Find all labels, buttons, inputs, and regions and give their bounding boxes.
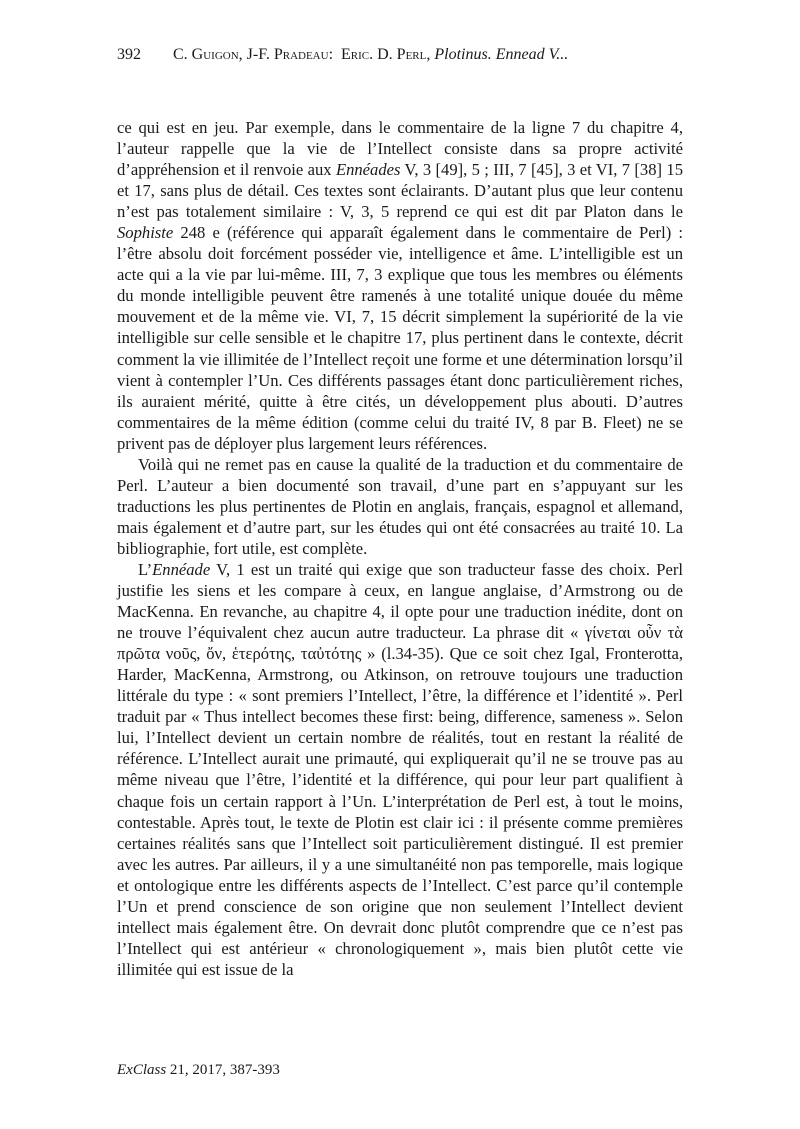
page-footer: [117, 1060, 280, 1080]
running-head: [117, 45, 687, 65]
text-run: V, 3 [49], 5 ; III, 7 [45], 3 et VI, 7 [38] 15 et 17, sans plus de détail. Ces textes sont éclairants. D’autant plus que leur contenu n’est pas totalement similaire : V, 3, 5 reprend ce qui est dit par Platon dans le: [117, 160, 683, 222]
paragraph-1: [117, 117, 683, 454]
italic-title-enneades: Ennéades: [335, 160, 401, 180]
paragraph-3: [117, 559, 683, 980]
reviewed-book-title: Plotinus. Ennead V...: [434, 46, 569, 63]
text-run: L’: [138, 559, 153, 579]
paragraph-2: Voilà qui ne remet pas en cause la qualité de la traduction et du commentaire de Perl. L’auteur a bien documenté son travail, d’une part en s’appuyant sur les traductions les plus pertinentes de Plotin en anglais, français, espagnol et allemand, mais également et d’autre part, sur les études qui ont été consacrées au traité 10. La bibliographie, fort utile, est complète.: [117, 454, 683, 558]
page-number: 392: [117, 46, 141, 63]
italic-title-enneade: Ennéade: [152, 559, 211, 579]
journal-citation: 21, 2017, 387-393: [166, 1062, 280, 1078]
text-run: ce qui est en jeu. Par exemple, dans le commentaire de la ligne 7 du chapitre 4, l’auteur rappelle que la vie de l’Intellect consiste dans sa propre activité d’appréhension et il renvoie aux: [117, 118, 683, 180]
text-run: V, 1 est un traité qui exige que son traducteur fasse des choix. Perl justifie les siens et les compare à ceux, en langue anglaise, d’Armstrong ou de MacKenna. En revanche, au chapitre 4, il opte pour une traduction inédite, dont on ne trouve l’équivalent chez aucun autre traducteur. La phrase dit « γίνεται οὖν τὰ πρῶτα νοῦς, ὄν, ἑτερότης, ταὐτότης » (l.34-35). Que ce soit chez Igal, Fronterotta, Harder, MacKenna, Armstrong, ou Atkinson, on retrouve toujours une traduction littérale du type : « sont premiers l’Intellect, l’être, la différence et l’identité ». Perl traduit par « Thus intellect becomes these first: being, difference, sameness ». Selon lui, l’Intellect devient un certain nombre de réalités, tout en restant la réalité de référence. L’Intellect aurait une primauté, qui expliquerait qu’il ne se trouve pas au même niveau que l’être, l’identité et la différence, qui pour leur part qualifient à chaque fois un certain rapport à l’Un. L’interprétation de Perl est, à tout le moins, contestable. Après tout, le texte de Plotin est clair ici : il présente comme premières certaines réalités sans que l’Intellect soit particulièrement distingué. Il est premier avec les autres. Par ailleurs, il y a une simultanéité non pas temporelle, mais logique et ontologique entre les différents aspects de l’Intellect. C’est parce qu’il contemple l’Un et prend conscience de son origine que non seulement l’Intellect devient intellect mais également être. On devrait donc plutôt comprendre que ce n’est pas l’Intellect qui est antérieur « chronologiquement », mais bien plutôt cette vie illimitée qui est issue de la: [117, 559, 683, 979]
article-body: [117, 117, 683, 980]
review-authors: C. Guigon, J-F. Pradeau:: [173, 46, 334, 63]
reviewed-book-author: Eric. D. Perl,: [341, 46, 431, 63]
italic-title-sophiste: Sophiste: [117, 223, 174, 243]
text-run: 248 e (référence qui apparaît également dans le commentaire de Perl) : l’être absolu doit forcément posséder vie, intelligence et âme. L’intelligible est un acte qui a la vie par lui-même. III, 7, 3 explique que tous les membres ou éléments du monde intelligible peuvent être ramenés à une totalité unique douée du même mouvement et de la même vie. VI, 7, 15 décrit simplement la supériorité de la vie intelligible sur celle sensible et le chapitre 17, plus pertinent dans le contexte, décrit comment la vie illimitée de l’Intellect reçoit une forme et une détermination lorsqu’il vient à contempler l’Un. Ces différents passages étant donc particulièrement riches, ils auraient mérité, quitte à être cités, un développement plus abouti. D’autres commentaires de la même édition (comme celui du traité IV, 8 par B. Fleet) ne se privent pas de déployer plus largement leurs références.: [117, 223, 683, 453]
journal-name: ExClass: [117, 1062, 167, 1078]
